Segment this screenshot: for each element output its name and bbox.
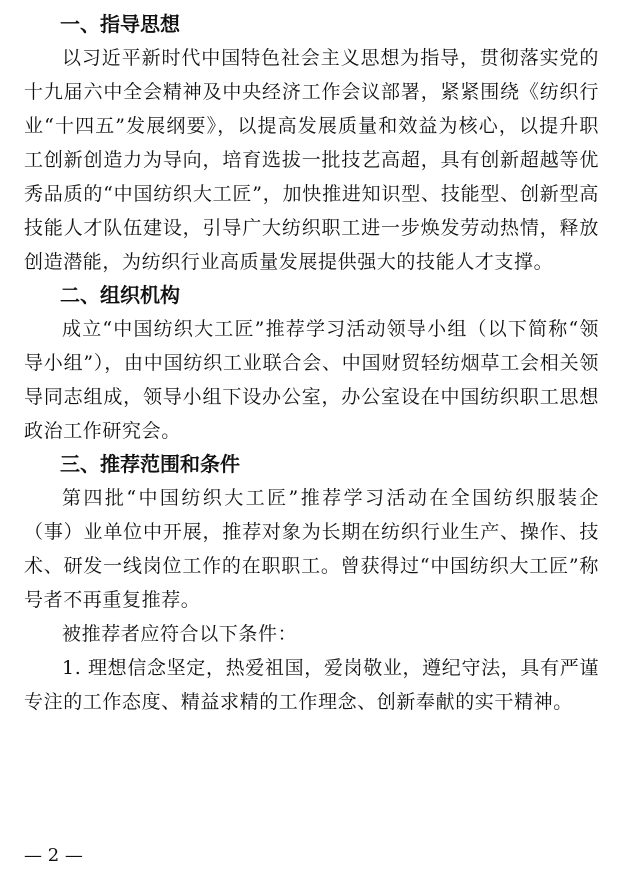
section-heading-scope-conditions: 三、推荐范围和条件 (60, 452, 240, 476)
paragraph-guiding-ideology: 以习近平新时代中国特色社会主义思想为指导，贯彻落实党的十九届六中全会精神及中央经济工作会议部署，紧紧围绕《纺织行业“十四五”发展纲要》，以提高发展质量和效益为核心，以提升职工创新创造力为导向，培育选拔一批技艺高超，具有创新超越等优秀品质的“中国纺织大工匠”，加快推进知识型、技能型、创新型高技能人才队伍建设，引导广大纺织职工进一步焕发劳动热情，释放创造潜能，为纺织行业高质量发展提供强大的技能人才支撑。 (24, 47, 599, 273)
page-number: — 2 — (24, 845, 83, 866)
paragraph-scope: 第四批“中国纺织大工匠”推荐学习活动在全国纺织服装企（事）业单位中开展，推荐对象为长期在纺织行业生产、操作、技术、研发一线岗位工作的在职职工。曾获得过“中国纺织大工匠”称号者不再重复推荐。 (24, 487, 599, 611)
paragraph-organization: 成立“中国纺织大工匠”推荐学习活动领导小组（以下简称“领导小组”），由中国纺织工业联合会、中国财贸轻纺烟草工会相关领导同志组成，领导小组下设办公室，办公室设在中国纺织职工思想政治工作研究会。 (24, 318, 599, 442)
paragraph-conditions-intro: 被推荐者应符合以下条件： (62, 623, 298, 645)
paragraph-condition-1: 1. 理想信念坚定，热爱祖国，爱岗敬业，遵纪守法，具有严谨专注的工作态度、精益求精的工作理念、创新奉献的实干精神。 (24, 657, 599, 713)
section-heading-organization: 二、组织机构 (60, 283, 180, 307)
document-body (24, 8, 599, 719)
section-heading-guiding-ideology: 一、指导思想 (60, 12, 180, 36)
